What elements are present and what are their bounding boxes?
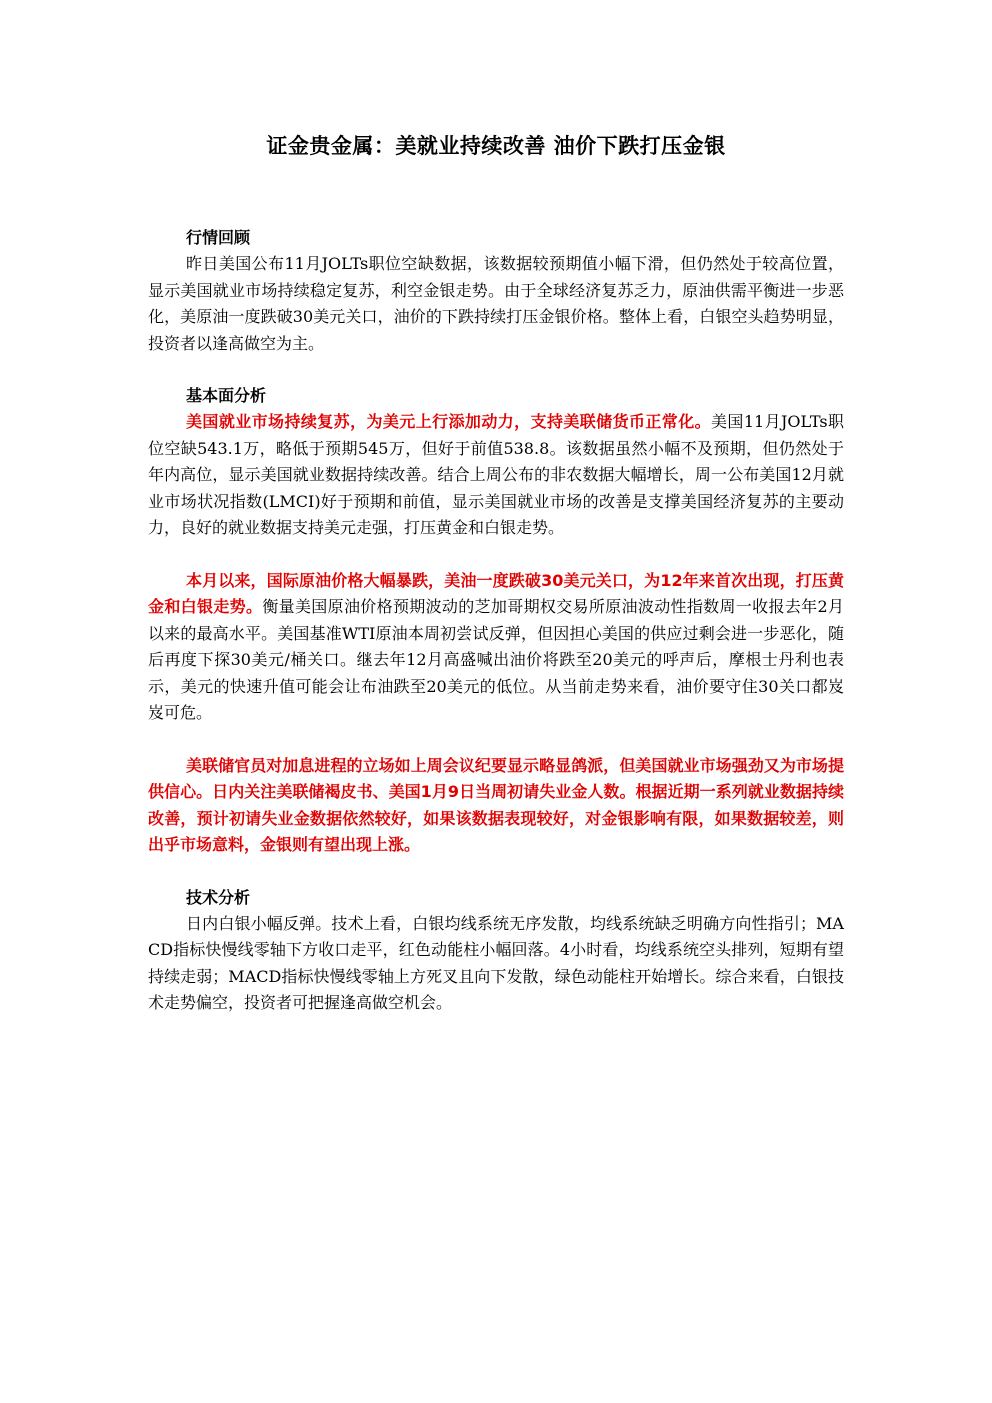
paragraph-spacer — [148, 727, 844, 753]
technical-paragraph: 日内白银小幅反弹。技术上看，白银均线系统无序发散，均线系统缺乏明确方向性指引；MACD指标快慢线零轴下方收口走平，红色动能柱小幅回落。4小时看，均线系统空头排列，短期有望持续走弱；MACD指标快慢线零轴上方死叉且向下发散，绿色动能柱开始增长。综合来看，白银技术走势偏空，投资者可把握逢高做空机会。 — [148, 913, 844, 1012]
document-title: 证金贵金属：美就业持续改善 油价下跌打压金银 — [266, 134, 726, 158]
section-heading-review: 行情回顾 — [186, 228, 251, 247]
document-body — [148, 225, 844, 1017]
section-spacer — [148, 357, 844, 383]
fundamental-paragraph-2-highlight: 本月以来，国际原油价格大幅暴跌，美油一度跌破30美元关口，为12年来首次出现，打压黄金和白银走势。 — [148, 570, 844, 616]
paragraph-spacer — [148, 542, 844, 568]
section-heading-technical: 技术分析 — [186, 887, 251, 907]
fundamental-paragraph-1-highlight: 美国就业市场持续复苏，为美元上行添加动力，支持美联储货币正常化。 — [186, 412, 712, 431]
fundamental-paragraph-3-highlight: 美联储官员对加息进程的立场如上周会议纪要显示略显鸽派，但美国就业市场强劲又为市场提供信心。日内关注美联储褐皮书、美国1月9日当周初请失业金人数。根据近期一系列就业数据持续改善，预计初请失业金数据依然较好，如果该数据表现较好，对金银影响有限，如果数据较差，则出乎市场意料，金银则有望出现上涨。 — [148, 755, 844, 854]
fundamental-paragraph-1 — [148, 409, 844, 542]
fundamental-paragraph-3 — [148, 753, 844, 859]
review-paragraph: 昨日美国公布11月JOLTs职位空缺数据，该数据较预期值小幅下滑，但仍然处于较高位置，显示美国就业市场持续稳定复苏，利空金银走势。由于全球经济复苏乏力，原油供需平衡进一步恶化，美原油一度跌破30美元关口，油价的下跌持续打压金银价格。整体上看，白银空头趋势明显，投资者以逢高做空为主。 — [148, 254, 844, 353]
section-spacer — [148, 859, 844, 885]
fundamental-paragraph-2 — [148, 568, 844, 727]
fundamental-paragraph-2-body: 衡量美国原油价格预期波动的芝加哥期权交易所原油波动性指数周一收报去年2月以来的最高水平。美国基准WTI原油本周初尝试反弹，但因担心美国的供应过剩会进一步恶化，随后再度下探30美元/桶关口。继去年12月高盛喊出油价将跌至20美元的呼声后，摩根士丹利也表示，美元的快速升值可能会让布油跌至20美元的低位。从当前走势来看，油价要守住30关口都岌岌可危。 — [148, 597, 844, 722]
section-heading-fundamental: 基本面分析 — [186, 386, 267, 405]
fundamental-paragraph-1-body: 美国11月JOLTs职位空缺543.1万，略低于预期545万，但好于前值538.8。该数据虽然小幅不及预期，但仍然处于年内高位，显示美国就业数据持续改善。结合上周公布的非农数据大幅增长，周一公布美国12月就业市场状况指数(LMCI)好于预期和前值，显示美国就业市场的改善是支撑美国经济复苏的主要动力，良好的就业数据支持美元走强，打压黄金和白银走势。 — [148, 412, 844, 537]
